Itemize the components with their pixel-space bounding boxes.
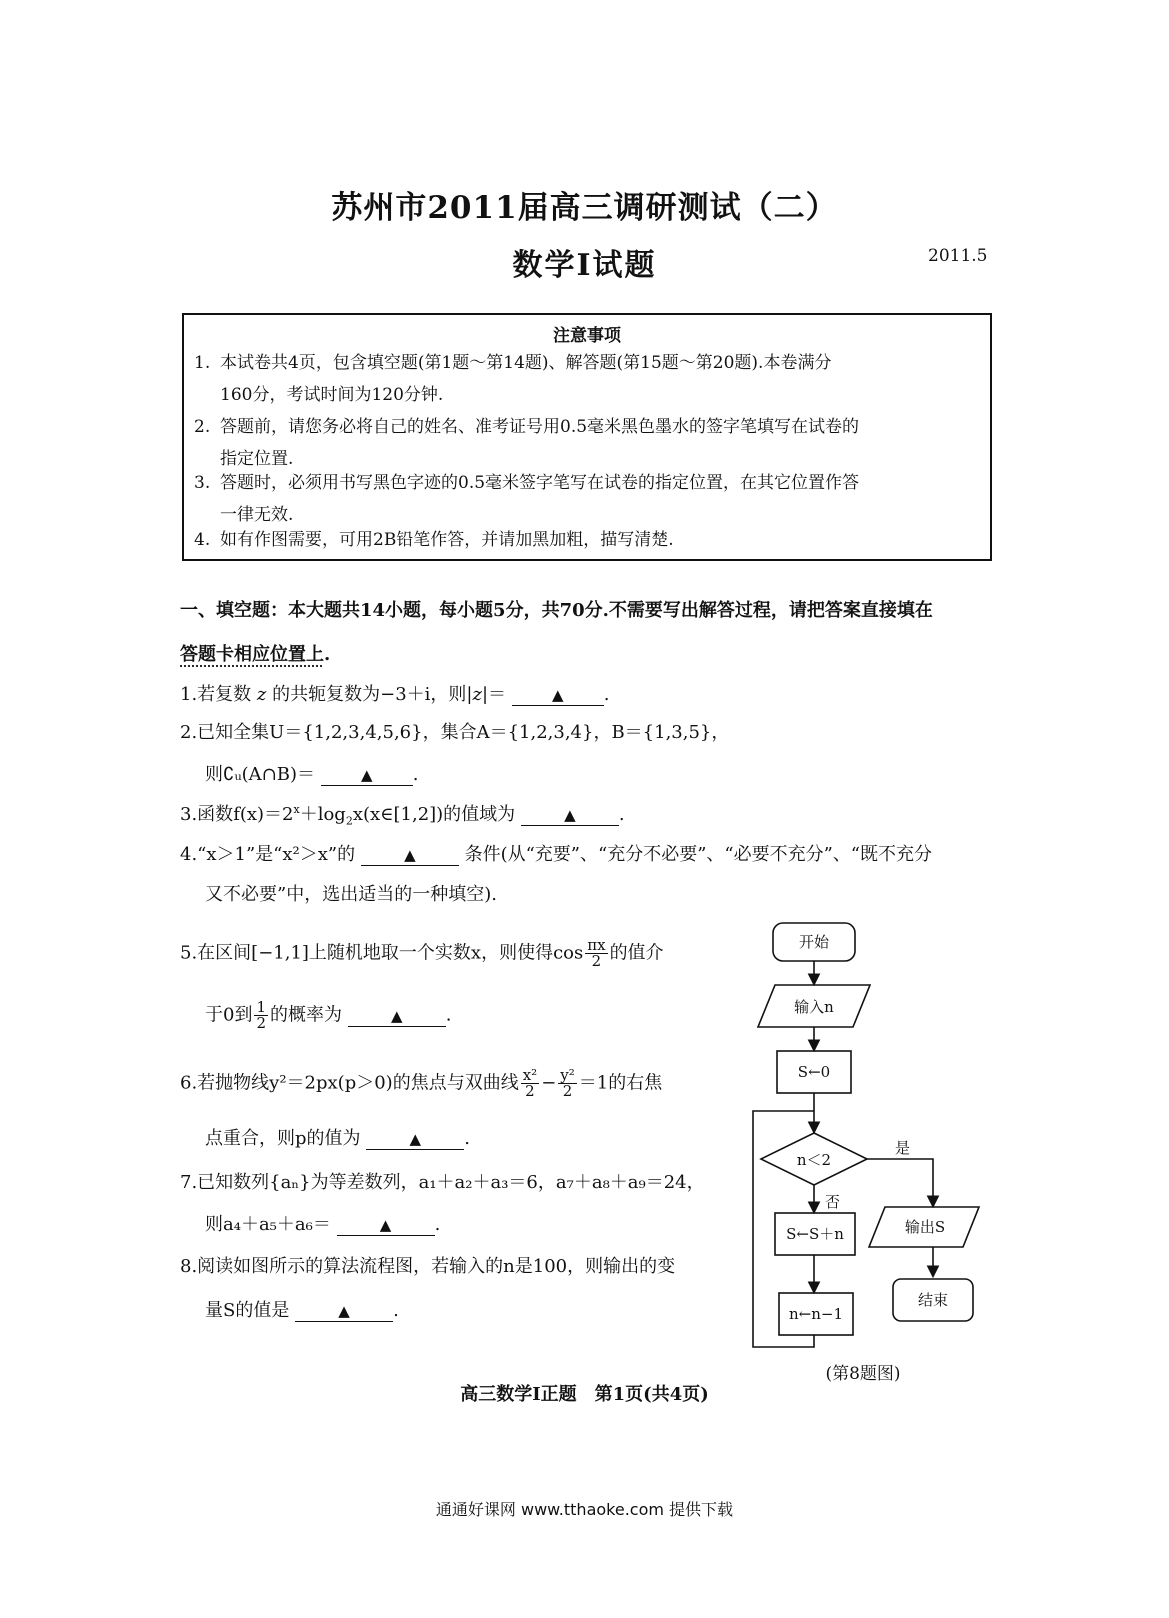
notice-box	[182, 313, 992, 561]
section-heading-line2: 答题卡相应位置上.	[180, 644, 331, 665]
question-2-line2: 则∁ᵤ(A∩B)＝ ▲ .	[205, 764, 419, 785]
flowchart	[745, 915, 1005, 1395]
question-2: 2.已知全集U＝{1,2,3,4,5,6}，集合A＝{1,2,3,4}，B＝{1,3,5}，	[180, 722, 730, 743]
question-7: 7.已知数列{aₙ}为等差数列，a₁＋a₂＋a₃＝6，a₇＋a₈＋a₉＝24，	[180, 1172, 705, 1193]
answer-blank-4[interactable]: ▲	[361, 844, 459, 866]
exam-subtitle: 数学Ⅰ试题	[512, 248, 657, 283]
answer-blank-2[interactable]: ▲	[321, 764, 413, 786]
answer-blank-8[interactable]: ▲	[295, 1300, 393, 1322]
answer-blank-6[interactable]: ▲	[366, 1128, 464, 1150]
notice-heading: 注意事项	[553, 326, 621, 346]
download-credit: 通通好课网 www.tthaoke.com 提供下载	[435, 1500, 734, 1519]
flow-yes-label: 是	[895, 1139, 911, 1157]
question-8: 8.阅读如图所示的算法流程图，若输入的n是100，则输出的变	[180, 1256, 676, 1277]
flow-step1-label: S←S＋n	[786, 1225, 844, 1243]
flow-cond-label: n＜2	[796, 1151, 832, 1169]
notice-item-4: 4. 如有作图需要，可用2B铅笔作答，并请加黑加粗，描写清楚.	[194, 530, 674, 550]
flow-step2-label: n←n−1	[788, 1305, 844, 1323]
notice-item-1: 1. 本试卷共4页，包含填空题(第1题～第14题)、解答题(第15题～第20题).本卷满分 160分，考试时间为120分钟.	[194, 353, 832, 405]
flow-caption: (第8题图)	[825, 1364, 901, 1384]
flow-output-label: 输出S	[904, 1218, 946, 1236]
answer-blank-5[interactable]: ▲	[348, 1005, 446, 1027]
answer-blank-7[interactable]: ▲	[337, 1214, 435, 1236]
question-7-line2: 则a₄＋a₅＋a₆＝ ▲ .	[205, 1214, 441, 1235]
question-6-line2: 点重合，则p的值为 ▲ .	[205, 1128, 470, 1149]
question-1: 1.若复数 z 的共轭复数为−3＋i，则|z|＝ ▲ .	[180, 684, 610, 705]
flow-input-label: 输入n	[794, 998, 834, 1016]
page-footer: 高三数学Ⅰ正题 第1页(共4页)	[460, 1384, 709, 1405]
question-4: 4.“x＞1”是“x²＞x”的 ▲ 条件(从“充要”、“充分不必要”、“必要不充分”、“既不充分	[180, 844, 933, 865]
flow-end-label: 结束	[917, 1291, 949, 1309]
question-4-line2: 又不必要”中，选出适当的一种填空).	[205, 884, 497, 905]
notice-item-2: 2. 答题前，请您务必将自己的姓名、准考证号用0.5毫米黑色墨水的签字笔填写在试卷的 指定位置.	[194, 417, 860, 469]
question-5-line2: 于0到 $\frac{1}{2}$ 的概率为 ▲ .	[205, 998, 452, 1032]
section-heading: 一、填空题：本大题共14小题，每小题5分，共70分.不需要写出解答过程，请把答案直接填在	[180, 600, 933, 621]
exam-date: 2011.5	[928, 246, 988, 266]
notice-item-3: 3. 答题时，必须用书写黑色字迹的0.5毫米签字笔写在试卷的指定位置，在其它位置作答 一律无效.	[194, 473, 860, 525]
answer-blank-3[interactable]: ▲	[521, 804, 619, 826]
question-6: 6.若抛物线y²＝2px(p＞0)的焦点与双曲线 $\frac{\text{x²}}{2}$ − $\frac{\text{y²}}{2}$ ＝1的右焦	[180, 1066, 663, 1100]
question-3: 3.函数$f(x)=2^x+\log_2x(x\in[1,2])$的值域为 ▲ .	[180, 803, 625, 828]
flow-init-label: S←0	[797, 1063, 831, 1081]
exam-title: 苏州市2011届高三调研测试（二）	[331, 190, 838, 226]
question-5: 5.在区间[−1,1]上随机地取一个实数x，则使得cos $\frac{\pi x}{2}$ 的值介	[180, 936, 664, 970]
question-8-line2: 量S的值是 ▲ .	[205, 1300, 399, 1321]
answer-blank-1[interactable]: ▲	[512, 684, 604, 706]
flow-start-label: 开始	[798, 933, 830, 951]
flow-no-label: 否	[825, 1193, 841, 1211]
